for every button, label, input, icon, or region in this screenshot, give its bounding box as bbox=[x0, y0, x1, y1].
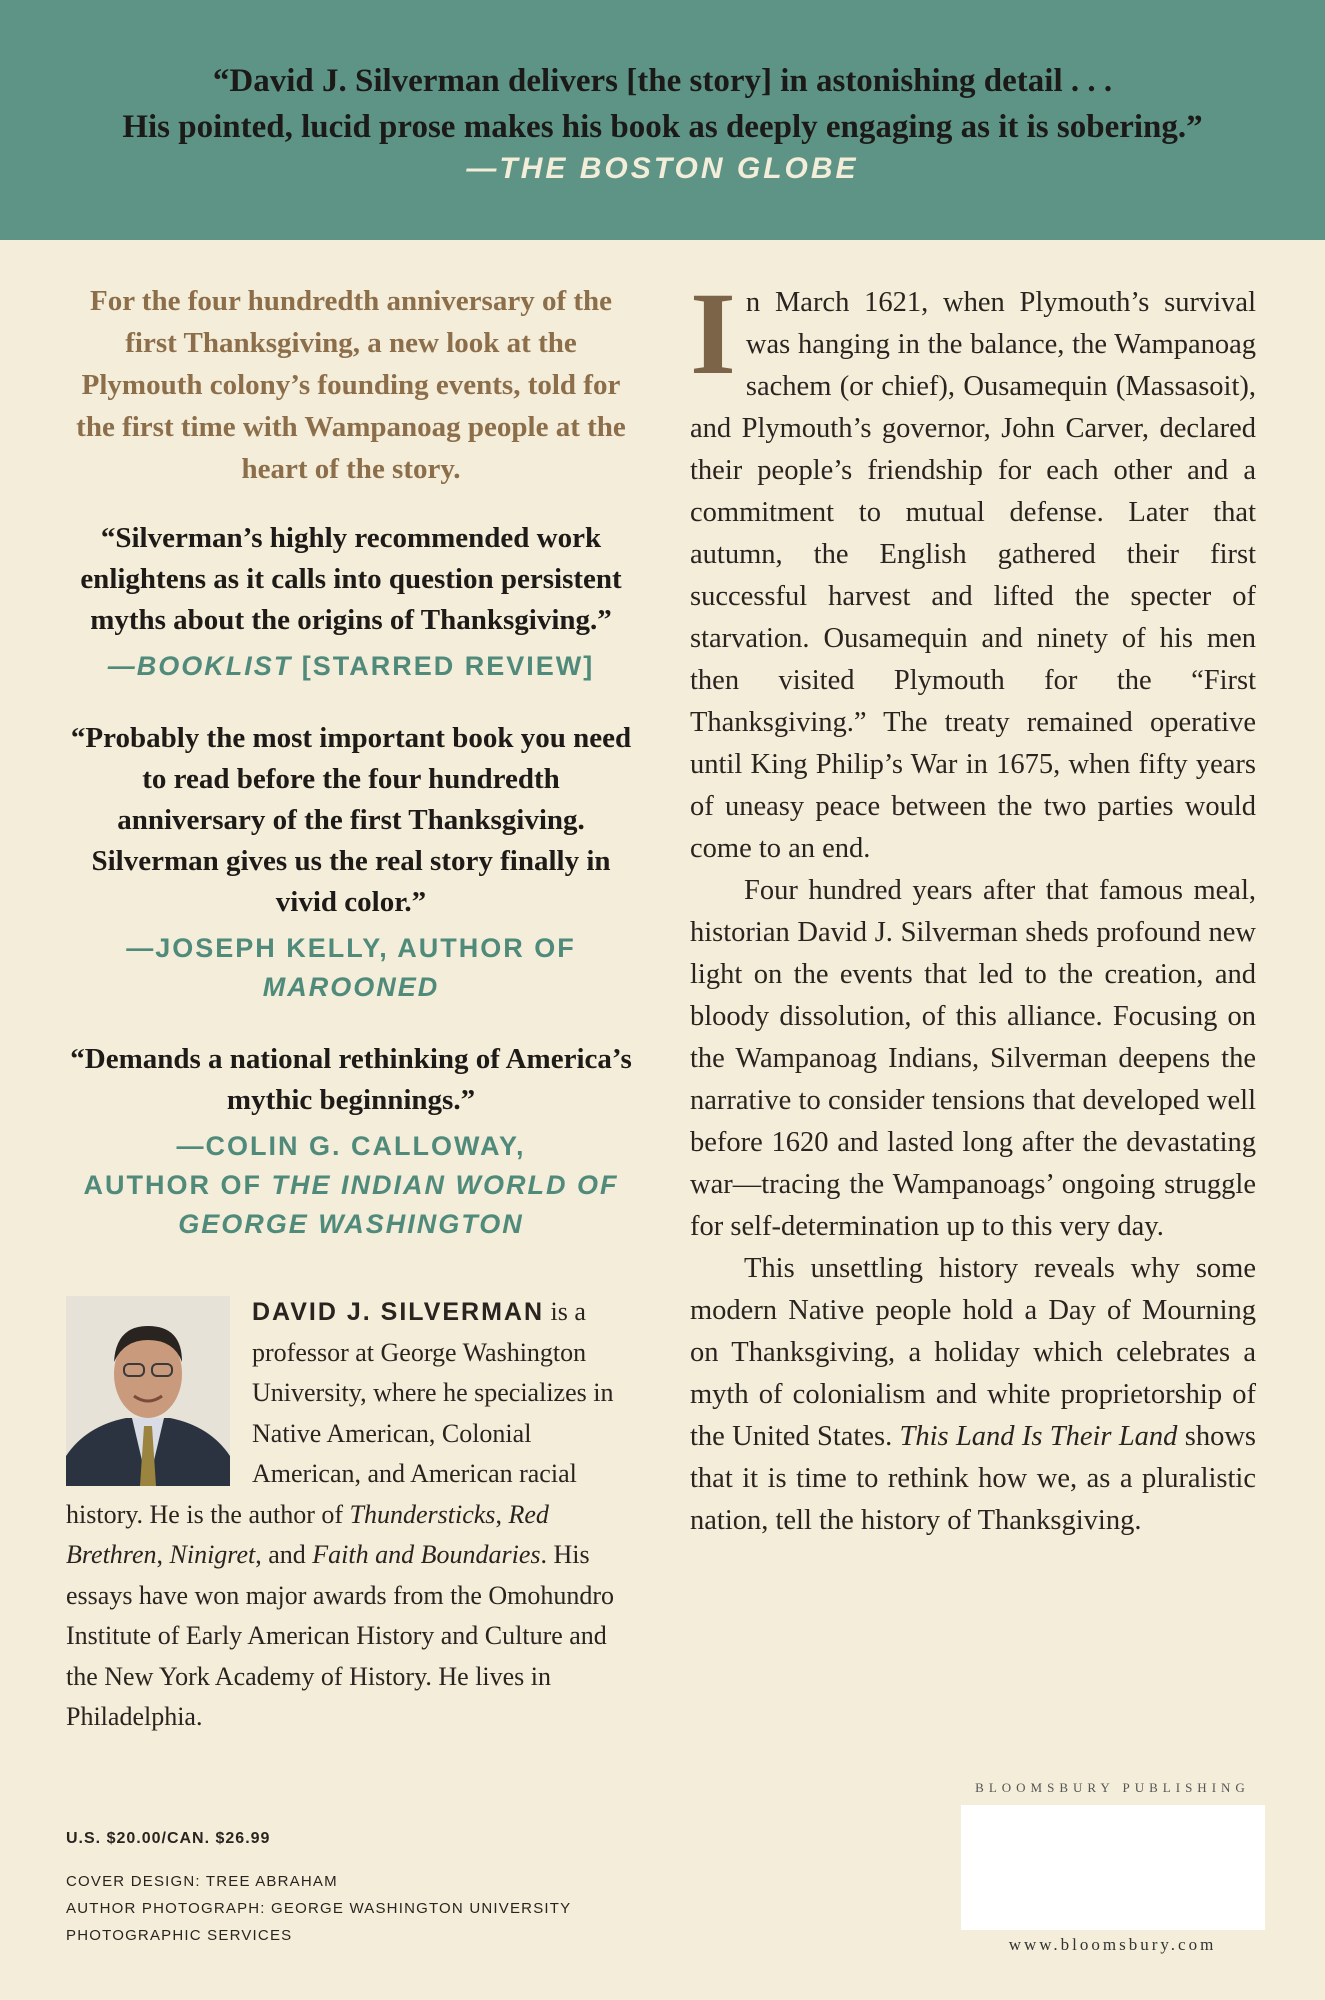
author-book-1: Thundersticks bbox=[349, 1499, 496, 1529]
description-paragraph-3 bbox=[690, 1248, 1256, 1542]
footer-credits bbox=[66, 1830, 571, 1949]
intro-text: For the four hundredth anniversary of the first Thanksgiving, a new look at the Plymouth colony’s founding events, told for the first time with Wampanoag people at the heart of the story. bbox=[76, 285, 626, 485]
credit-calloway bbox=[66, 1127, 636, 1244]
banner-quote-line-1: “David J. Silverman delivers [the story] in astonishing detail . . . bbox=[212, 63, 1113, 99]
left-column bbox=[66, 280, 636, 1276]
author-photo bbox=[66, 1296, 230, 1486]
author-bio-text-1: is a professor at George Washington University, where he specializes in Native American, Colonial American, and American racial history. He is the author of bbox=[66, 1297, 614, 1529]
blurb-booklist: “Silverman’s highly recommended work enlightens as it calls into question persistent myths about the origins of Thanksgiving.” bbox=[80, 522, 622, 636]
credit-kelly bbox=[66, 929, 636, 1007]
credit-calloway-author-of: AUTHOR OF bbox=[83, 1170, 272, 1200]
banner-quote-line-2: His pointed, lucid prose makes his book as deeply engaging as it is sobering.” bbox=[122, 109, 1203, 145]
author-bio bbox=[66, 1292, 642, 1738]
author-book-separator-3: , and bbox=[255, 1540, 313, 1569]
credit-calloway-name: —COLIN G. CALLOWAY, bbox=[176, 1131, 526, 1161]
author-book-separator-2: , bbox=[156, 1540, 170, 1569]
banner-quote bbox=[0, 58, 1325, 150]
cover-design-credit: COVER DESIGN: TREE ABRAHAM bbox=[66, 1873, 338, 1890]
barcode-area bbox=[961, 1805, 1265, 1930]
description-paragraph-1 bbox=[690, 268, 1256, 870]
author-name: DAVID J. SILVERMAN bbox=[252, 1298, 545, 1326]
publisher-website[interactable]: www.bloomsbury.com bbox=[1008, 1935, 1217, 1954]
description-column bbox=[690, 268, 1257, 1542]
description-paragraph-2: Four hundred years after that famous meal, historian David J. Silverman sheds profound new light on the events that led to the creation, and bloody dissolution, of this alliance. Focusing on the Wampanoag Indians, Silverman deepens the narrative to consider tensions that developed well before 1620 and lasted long after the devastating war—tracing the Wampanoags’ ongoing struggle for self-determination up to this very day. bbox=[690, 875, 1256, 1242]
author-portrait-icon bbox=[66, 1296, 230, 1486]
description-paragraph-3-text-a: This unsettling history reveals why some modern Native people hold a Day of Mourning on Thanksgiving, a holiday which celebrates a myth of colonialism and white proprietorship of the United States. bbox=[690, 1253, 1256, 1452]
blurb-calloway: “Demands a national rethinking of America’s mythic beginnings.” bbox=[70, 1043, 632, 1116]
author-book-separator-1: , bbox=[495, 1499, 509, 1529]
credit-kelly-book: MAROONED bbox=[262, 972, 440, 1002]
author-book-4: Faith and Boundaries bbox=[312, 1540, 541, 1569]
publisher-name: BLOOMSBURY PUBLISHING bbox=[975, 1780, 1250, 1795]
blurb-kelly: “Probably the most important book you need to read before the four hundredth anniversary of the first Thanksgiving. Silverman gives us the real story finally in vivid color.” bbox=[70, 722, 632, 918]
author-book-2: Red Brethren bbox=[66, 1499, 549, 1569]
photo-credit-line-2: PHOTOGRAPHIC SERVICES bbox=[66, 1927, 293, 1944]
quote-banner bbox=[0, 0, 1325, 240]
drop-cap: I bbox=[690, 268, 736, 399]
price: U.S. $20.00/CAN. $26.99 bbox=[66, 1830, 271, 1847]
author-bio-text-2: . His essays have won major awards from the Omohundro Institute of Early American History and Culture and the New York Academy of History. He lives in Philadelphia. bbox=[66, 1540, 615, 1731]
credit-booklist-note: [STARRED REVIEW] bbox=[292, 651, 595, 681]
credit-calloway-book: THE INDIAN WORLD OF GEORGE WASHINGTON bbox=[178, 1170, 619, 1239]
credit-booklist-source: —BOOKLIST bbox=[107, 651, 293, 681]
description-paragraph-3-text-b: shows that it is time to rethink how we, as a pluralistic nation, tell the history of Thanksgiving. bbox=[690, 1421, 1257, 1536]
banner-attribution: —THE BOSTON GLOBE bbox=[466, 152, 859, 185]
credit-kelly-name: —JOSEPH KELLY, AUTHOR OF bbox=[126, 933, 576, 963]
description-paragraph-1-text: n March 1621, when Plymouth’s survival was hanging in the balance, the Wampanoag sachem (or chief), Ousamequin (Massasoit), and Plymouth’s governor, John Carver, declared their people’s friendship for each other and a commitment to mutual defense. Later that autumn, the English gathered their first successful harvest and lifted the specter of starvation. Ousamequin and ninety of his men then visited Plymouth for the “First Thanksgiving.” The treaty remained operative until King Philip’s War in 1675, when fifty years of uneasy peace between the two parties would come to an end. bbox=[690, 287, 1256, 864]
book-title: This Land Is Their Land bbox=[899, 1421, 1178, 1452]
photo-credit-line-1: AUTHOR PHOTOGRAPH: GEORGE WASHINGTON UNIVERSITY bbox=[66, 1900, 572, 1917]
author-book-3: Ninigret bbox=[169, 1540, 256, 1569]
credit-booklist bbox=[66, 647, 636, 686]
